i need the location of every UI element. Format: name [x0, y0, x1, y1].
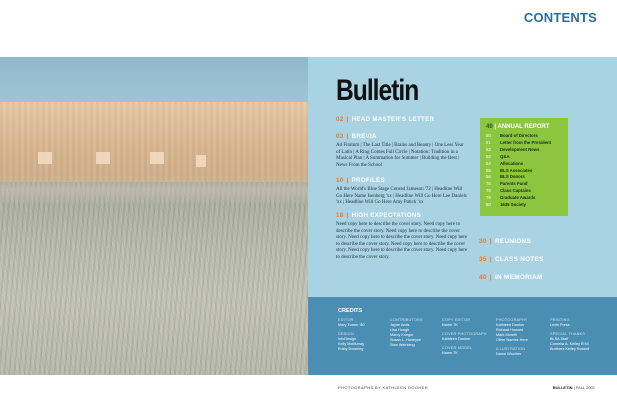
toc-title: IN MEMORIAM — [494, 274, 543, 281]
credits-column — [550, 318, 589, 352]
annual-report-item[interactable] — [486, 140, 562, 147]
credit-value: Name Woolner — [496, 352, 522, 356]
photo-credit: PHOTOGRAPHS BY KATHLEEN DOOHER — [338, 385, 429, 390]
photo-grass — [0, 182, 308, 375]
annual-report-item[interactable] — [486, 174, 562, 181]
toc-item[interactable]: 03 | BREVIA Ad Finitum | The Last Title | Brains and Beauty | One Less Year of Latin | A Ring Comes Full Circle | Notation: Tradition in a Musical Plan | A Summation for Summer | Building the Best | News From the School — [336, 133, 468, 169]
cover-photo — [0, 57, 308, 375]
credits-column — [390, 318, 423, 348]
toc-item[interactable]: 02 | HEAD MASTER'S LETTER — [336, 116, 435, 123]
annual-report-item[interactable] — [486, 161, 562, 168]
annual-report-item-page: 56 — [486, 174, 491, 180]
toc-item-in-memoriam[interactable]: 40 | IN MEMORIAM — [479, 274, 543, 281]
toc-item-class-notes[interactable]: 35 | CLASS NOTES — [479, 256, 544, 263]
toc-description: Need copy here to describe the cover story. Need copy here to describe the cover story. Need copy here to describe the cover story. Need copy here to describe the cover story. Need copy here to describe the cover story. Need copy here to describe the cover story. Need copy here to describe the cover story. Need copy here to describe the cover story. — [336, 222, 468, 260]
annual-report-page-number: 49 — [486, 124, 493, 130]
credit-label: DESIGN — [338, 332, 354, 336]
toc-page-number: 40 — [479, 274, 487, 281]
photo-haze — [0, 175, 308, 205]
credit-value: Kathleen Dooher — [442, 337, 471, 341]
annual-report-item-page: 54 — [486, 160, 491, 166]
annual-report-item-page: 80 — [486, 202, 491, 208]
toc-page-number: 18 — [336, 212, 344, 219]
credits-column — [338, 318, 364, 352]
annual-report-item[interactable] — [486, 154, 562, 161]
toc-item[interactable]: 18 | HIGH EXPECTATIONS Need copy here to describe the cover story. Need copy here to describe the cover story. Need copy here to describe the cover story. Need copy here to describe the cover story. Need copy here to describe the cover story. Need copy here to describe the cover story. Need copy here to describe the cover story. Need copy here to describe the cover story. — [336, 212, 468, 260]
annual-report-item[interactable] — [486, 168, 562, 175]
photo-sky — [0, 57, 308, 102]
annual-report-title: ANNUAL REPORT — [497, 124, 550, 130]
annual-report-item[interactable] — [486, 195, 562, 202]
credit-label: CONTRIBUTORS — [390, 318, 423, 322]
annual-report-item[interactable] — [486, 181, 562, 188]
credit-label: COVER MODEL — [442, 346, 473, 350]
annual-report-item-page: 51 — [486, 139, 491, 145]
credit-value: Name TK — [442, 323, 458, 327]
annual-report-item-title: Graduate Awards — [500, 195, 536, 201]
toc-description: Ad Finitum | The Last Title | Brains and Beauty | One Less Year of Latin | A Ring Comes Full Circle | Notation: Tradition in a Musical Plan | A Summation for Summer | Building the Best | News From the School — [336, 143, 464, 168]
annual-report-item-title: BLS Associates — [500, 167, 533, 173]
credit-label: SPECIAL THANKS — [550, 332, 586, 336]
credit-value: Lexis Press — [550, 323, 570, 327]
annual-report-item-title: Board of Directors — [500, 133, 538, 138]
annual-report-item-page: 52 — [486, 146, 491, 152]
annual-report-item-title: Class Captains — [500, 188, 531, 194]
page-header — [0, 0, 617, 57]
toc-title: HIGH EXPECTATIONS — [351, 212, 422, 219]
toc-item-reunions[interactable]: 30 | REUNIONS — [479, 238, 532, 245]
annual-report-item-page: 53 — [486, 153, 491, 159]
toc-page-number: 30 — [479, 238, 487, 245]
contents-title: CONTENTS — [523, 10, 597, 25]
credit-label: PRINTING — [550, 318, 570, 322]
annual-report-box[interactable]: 49 | ANNUAL REPORT 50 Board of Directors 51 Letter from the President 52 Development News 53 Q&A 54 Allocations 55 BLS Associates 56 BLS Donors 76 Parents Fund 78 Class Captains 79 Graduate Awards 80 1635 Society — [480, 118, 568, 216]
credit-value: BLSA Staff Cornelia A. Kelley R'44 Brotherz Kelley Rossell — [550, 337, 590, 351]
annual-report-item-title: 1635 Society — [500, 202, 527, 208]
credit-label: COVER PHOTOGRAPH — [442, 332, 487, 336]
annual-report-item-title: Letter from the President — [500, 139, 552, 145]
credit-label: EDITOR — [338, 318, 354, 322]
toc-page-number: 10 — [336, 177, 344, 184]
photo-window — [96, 152, 110, 164]
annual-report-item[interactable] — [486, 147, 562, 154]
credit-value: Name TK — [442, 351, 458, 355]
credit-label: PHOTOGRAPHY — [496, 318, 528, 322]
toc-page-number: 03 — [336, 133, 344, 140]
toc-title: REUNIONS — [494, 238, 532, 245]
toc-title: PROFILES — [351, 177, 385, 184]
toc-page-number: 02 — [336, 116, 344, 123]
credit-value: Mary Turner '80 — [338, 323, 365, 327]
credits-column — [496, 318, 528, 357]
annual-report-item-title: Development News — [500, 146, 540, 152]
annual-report-item-page: 78 — [486, 188, 491, 194]
annual-report-item-page: 76 — [486, 181, 491, 187]
credits-title: CREDITS — [338, 308, 363, 314]
credits-panel — [308, 297, 617, 375]
annual-report-item[interactable] — [486, 188, 562, 195]
annual-report-item-title: BLS Donors — [500, 174, 525, 180]
folio: BULLETIN | FALL 2001 — [552, 385, 595, 390]
annual-report-item-page: 55 — [486, 167, 491, 173]
toc-title: CLASS NOTES — [494, 256, 544, 263]
toc-page-number: 35 — [479, 256, 487, 263]
credit-label: ILLUSTRATION — [496, 347, 526, 351]
toc-title: BREVIA — [351, 133, 377, 140]
annual-report-list — [486, 133, 562, 209]
toc-title: HEAD MASTER'S LETTER — [351, 116, 435, 123]
photo-window — [196, 155, 206, 167]
photo-window — [38, 152, 52, 164]
annual-report-item[interactable] — [486, 202, 562, 209]
annual-report-item[interactable] — [486, 133, 562, 140]
credit-value: Jayne Amis Lisa Hough Marcy Krieger Susan L. Honeyse Stan Weinbing — [390, 323, 422, 347]
annual-report-item-page: 50 — [486, 133, 491, 138]
issue-date: FALL 2001 — [575, 385, 595, 390]
toc-item[interactable]: 10 | PROFILES All the World's Blue Stage Conrad Jameson '72 | Headline Will Go Here Name Isenberg 'xx | Headline Will Go Here Lee Daniels 'xx | Headline Will Go Here Amy Patick 'xx — [336, 177, 467, 205]
annual-report-item-title: Allocations — [500, 160, 524, 166]
credit-value: InfoDesign Kelly McMurray Kristy Downing — [338, 337, 365, 351]
credit-value: Kathleen Dooher Richard Howard Mark Morelli Other Names Here — [496, 323, 528, 342]
toc-description: All the World's Blue Stage Conrad Jameson '72 | Headline Will Go Here Name Isenberg 'xx | Headline Will Go Here Lee Daniels 'xx | Headline Will Go Here Amy Patick 'xx — [336, 187, 467, 205]
annual-report-item-page: 79 — [486, 195, 491, 201]
credits-column — [442, 318, 487, 356]
annual-report-item-title: Q&A — [500, 153, 510, 159]
publication-name: BULLETIN — [552, 385, 573, 390]
annual-report-item-title: Parents Fund — [500, 181, 528, 187]
credit-label: COPY EDITOR — [442, 318, 471, 322]
photo-window — [150, 152, 164, 164]
masthead: Bulletin — [336, 74, 419, 107]
